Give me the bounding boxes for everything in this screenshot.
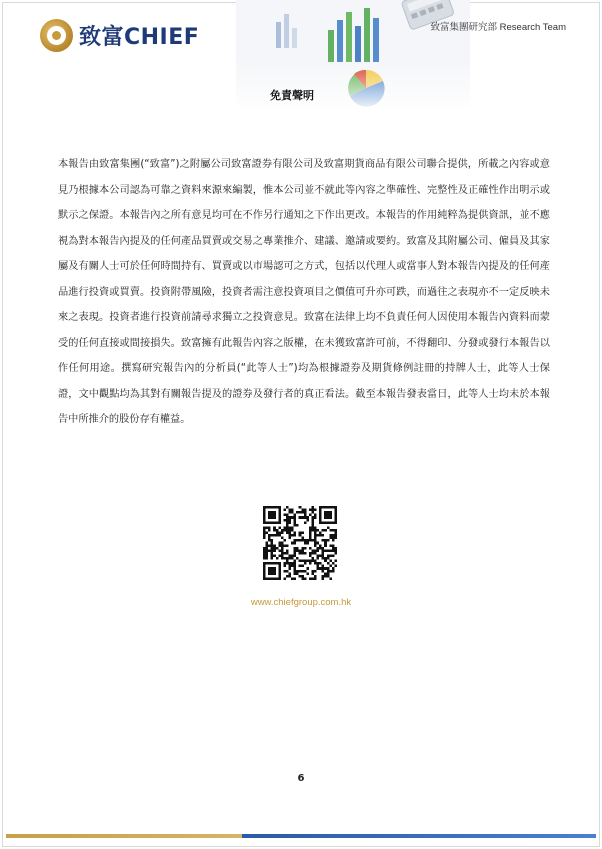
website-link[interactable]: www.chiefgroup.com.hk: [250, 597, 352, 608]
logo-text: 致富CHIEF: [79, 24, 200, 50]
page-title: 免責聲明: [270, 89, 314, 102]
chief-logo-icon: [40, 19, 73, 52]
page-number: 6: [297, 773, 305, 784]
qr-code-icon: [263, 506, 337, 580]
research-team-label: 致富集團研究部 Research Team: [430, 22, 566, 33]
chief-logo: [40, 17, 199, 53]
disclaimer-text: 本報告由致富集團(“致富”)之附屬公司致富證券有限公司及致富期貨商品有限公司聯合提供，所載之內容或意見乃根據本公司認為可靠之資料來源來編製，惟本公司並不就此等內容之準確性、完整性及正確性作出明示或默示之保證。本報告內之所有意見均可在不作另行通知之下作出更改。本報告的作用純粹為提供資訊，並不應視為對本報告內提及的任何產品買賣或交易之專業推介、建議、邀請或要約。致富及其附屬公司、僱員及其家屬及有關人士可於任何時間持有、買賣或以市場認可之方式，包括以代理人或當事人對本報告內提及的任何產品進行投資或買賣。投資附帶風險，投資者需注意投資項目之價值可升亦可跌，而過往之表現亦不一定反映未來之表現。投資者進行投資前請尋求獨立之投資意見。致富在法律上均不負責任何人因使用本報告內資料而蒙受的任何直接或間接損失。致富擁有此報告內容之版權，在未獲致富許可前，不得翻印、分發或發行本報告以作任何用途。撰寫研究報告內的分析員(“此等人士”)均為根據證券及期貨條例註冊的持牌人士，此等人士保證，文中觀點均為其對有關報告提及的證券及發行者的真正看法。截至本報告發表當日，此等人士均未於本報告中所推介的股份存有權益。: [58, 159, 550, 425]
footer-blue-stripe: [242, 834, 596, 838]
footer-bar: [6, 834, 596, 838]
footer-gold-stripe: [6, 834, 242, 838]
